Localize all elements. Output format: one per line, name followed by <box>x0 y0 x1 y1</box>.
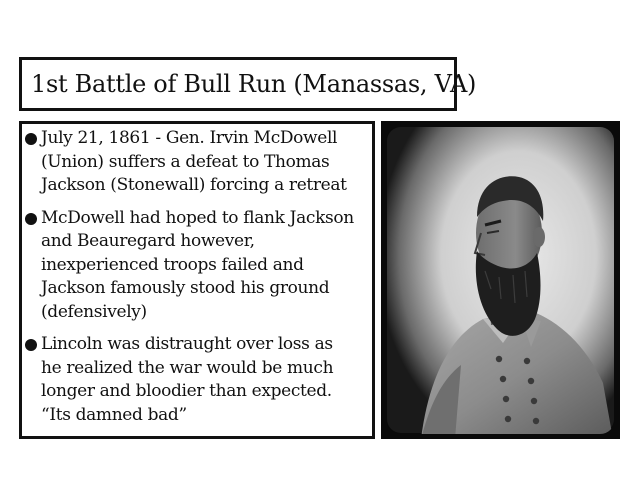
bullet-dot-icon <box>25 133 37 145</box>
title-box <box>19 57 477 111</box>
bullet-line: (Union) suffers a defeat to Thomas <box>41 151 330 172</box>
bullet-dot-icon <box>25 339 37 351</box>
bullet-line: July 21, 1861 - Gen. Irvin McDowell <box>41 128 338 148</box>
bullet-dot-icon <box>25 213 37 225</box>
bullet-line: McDowell had hoped to flank Jackson <box>41 207 354 228</box>
bullet-line: Jackson (Stonewall) forcing a retreat <box>41 175 347 195</box>
bullet-line: and Beauregard however, <box>41 231 255 251</box>
bullet-line: Jackson famously stood his ground <box>41 278 330 298</box>
bullet-line: inexperienced troops failed and <box>41 254 304 275</box>
bullet-line: (defensively) <box>41 301 147 322</box>
bullet-item <box>22 333 372 427</box>
bullet-list <box>19 121 375 439</box>
bullet-line: longer and bloodier than expected. <box>41 381 332 401</box>
bullet-item <box>22 207 372 325</box>
bullet-line: Lincoln was distraught over loss as <box>41 334 333 354</box>
slide-title: 1st Battle of Bull Run (Manassas, VA) <box>31 70 477 98</box>
bullet-line: “Its damned bad” <box>41 404 187 425</box>
portrait-photo <box>381 121 620 439</box>
bullet-line: he realized the war would be much <box>41 357 334 378</box>
bullet-item <box>22 127 372 198</box>
